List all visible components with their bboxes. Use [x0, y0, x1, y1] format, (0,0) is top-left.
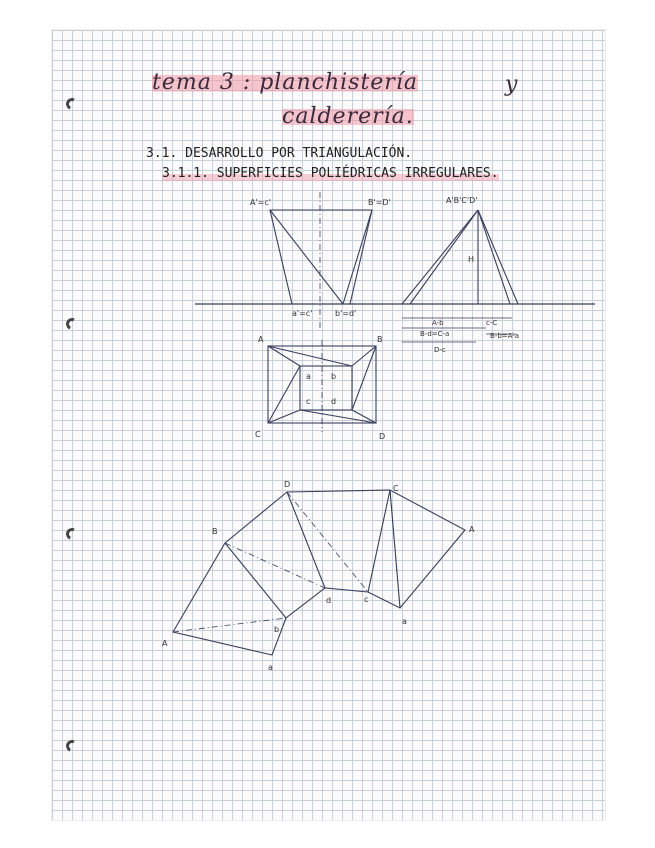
true-length-view: [402, 210, 518, 342]
label-dev-a-bottom: a: [268, 663, 273, 672]
label-plan-b: b: [331, 372, 337, 381]
label-dev-b: b: [274, 625, 280, 634]
title-line-2: calderería.: [282, 104, 414, 129]
label-plan-D: D: [379, 432, 386, 441]
label-elev-tl: A'=c': [250, 198, 271, 207]
label-side-top: A'B'C'D': [446, 196, 478, 205]
label-dev-B: B: [212, 527, 218, 536]
label-dev-C: C: [393, 484, 399, 493]
heading-section: 3.1. DESARROLLO POR TRIANGULACIÓN.: [146, 146, 413, 161]
development-view: [173, 490, 465, 655]
label-dev-c: c: [364, 595, 369, 604]
label-plan-a: a: [306, 372, 311, 381]
label-dim-ab: A-b: [432, 319, 444, 327]
label-dim-cc: c-C: [486, 319, 498, 327]
label-elev-tr: B'=D': [368, 198, 391, 207]
label-elev-br: b'=d': [335, 309, 357, 318]
label-plan-A: A: [258, 335, 264, 344]
label-dim-bd: B-d=C-a: [420, 330, 450, 338]
label-plan-c: c: [306, 397, 311, 406]
title-line-1-end: y: [505, 72, 519, 97]
elevation-view: [270, 192, 372, 330]
title-line-1: tema 3 : planchistería: [152, 70, 418, 95]
label-plan-B: B: [377, 335, 383, 344]
heading-subsection: 3.1.1. SUPERFICIES POLIÉDRICAS IRREGULARES.: [162, 166, 499, 181]
label-dev-d: d: [326, 596, 332, 605]
label-dev-A-left: A: [162, 639, 168, 648]
label-plan-d: d: [331, 397, 337, 406]
plan-view: [268, 340, 376, 432]
label-dev-D: D: [284, 480, 291, 489]
label-elev-bl: a'=c': [292, 309, 313, 318]
label-dev-a-right: a: [402, 617, 407, 626]
label-dim-dc: D-c: [434, 346, 446, 354]
label-plan-C: C: [255, 430, 261, 439]
label-dev-A-right: A: [469, 525, 475, 534]
label-dim-bb: B-b=A-a: [490, 332, 520, 340]
label-side-h: H: [468, 255, 475, 264]
